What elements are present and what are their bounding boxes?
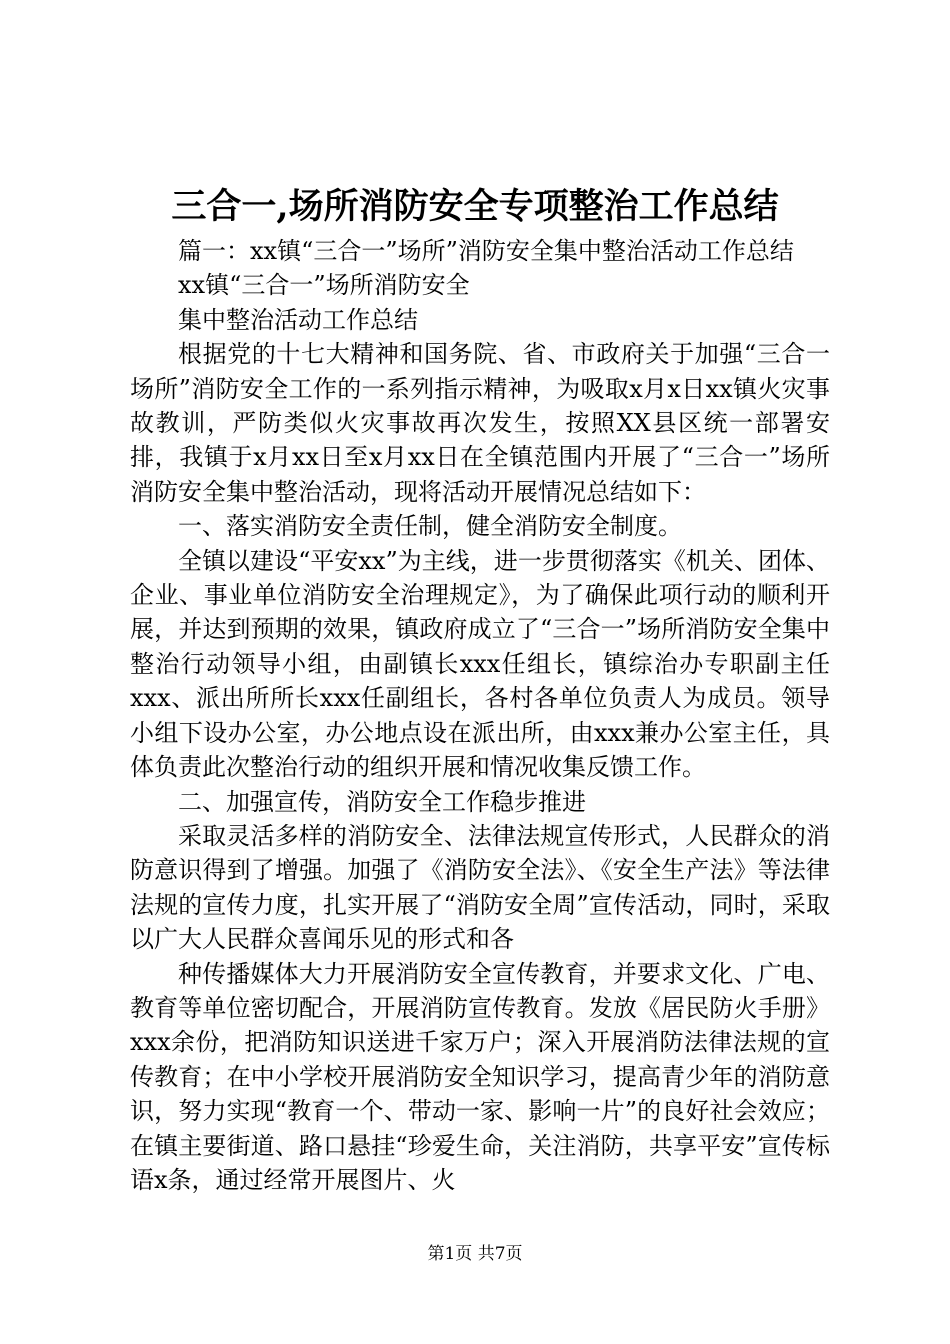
page-footer: 第1页 共7页 — [427, 1244, 523, 1264]
paragraph-intro: 根据党的十七大精神和国务院、省、市政府关于加强“三合一场所”消防安全工作的一系列指示精神，为吸取x月x日xx镇火灾事故教训，严防类似火灾事故再次发生，按照XX县区统一部署安排，我镇于x月xx日至x月xx日在全镇范围内开展了“三合一”场所消防安全集中整治活动，现将活动开展情况总结如下： — [130, 340, 830, 506]
paragraph-subtitle-line-1: xx镇“三合一”场所消防安全 — [178, 271, 470, 300]
paragraph-section-two-b: 种传播媒体大力开展消防安全宣传教育，并要求文化、广电、教育等单位密切配合，开展消防宣传教育。发放《居民防火手册》xxx余份，把消防知识送进千家万户；深入开展消防法律法规的宣传教育；在中小学校开展消防安全知识学习，提高青少年的消防意识，努力实现“教育一个、带动一家、影响一片”的良好社会效应；在镇主要街道、路口悬挂“珍爱生命，关注消防，共享平安”宣传标语x条，通过经常开展图片、火 — [130, 959, 830, 1194]
paragraph-section-two-a: 采取灵活多样的消防安全、法律法规宣传形式，人民群众的消防意识得到了增强。加强了《消防安全法》、《安全生产法》等法律法规的宣传力度，扎实开展了“消防安全周”宣传活动，同时，采取以广大人民群众喜闻乐见的形式和各 — [130, 821, 830, 954]
section-heading-two: 二、加强宣传，消防安全工作稳步推进 — [178, 787, 586, 816]
paragraph-heading-part-one: 篇一：xx镇“三合一”场所”消防安全集中整治活动工作总结 — [178, 237, 794, 265]
document-title: 三合一,场所消防安全专项整治工作总结 — [171, 186, 779, 227]
document-body — [130, 234, 830, 1197]
paragraph-section-one: 全镇以建设“平安xx”为主线，进一步贯彻落实《机关、团体、企业、事业单位消防安全治理规定》，为了确保此项行动的顺利开展，并达到预期的效果，镇政府成立了“三合一”场所消防安全集中整治行动领导小组，由副镇长xxx任组长，镇综治办专职副主任xxx、派出所所长xxx任副组长，各村各单位负责人为成员。领导小组下设办公室，办公地点设在派出所，由xxx兼办公室主任，具体负责此次整治行动的组织开展和情况收集反馈工作。 — [130, 546, 830, 782]
section-heading-one: 一、落实消防安全责任制，健全消防安全制度。 — [178, 512, 682, 541]
paragraph-subtitle-line-2: 集中整治活动工作总结 — [178, 305, 418, 334]
